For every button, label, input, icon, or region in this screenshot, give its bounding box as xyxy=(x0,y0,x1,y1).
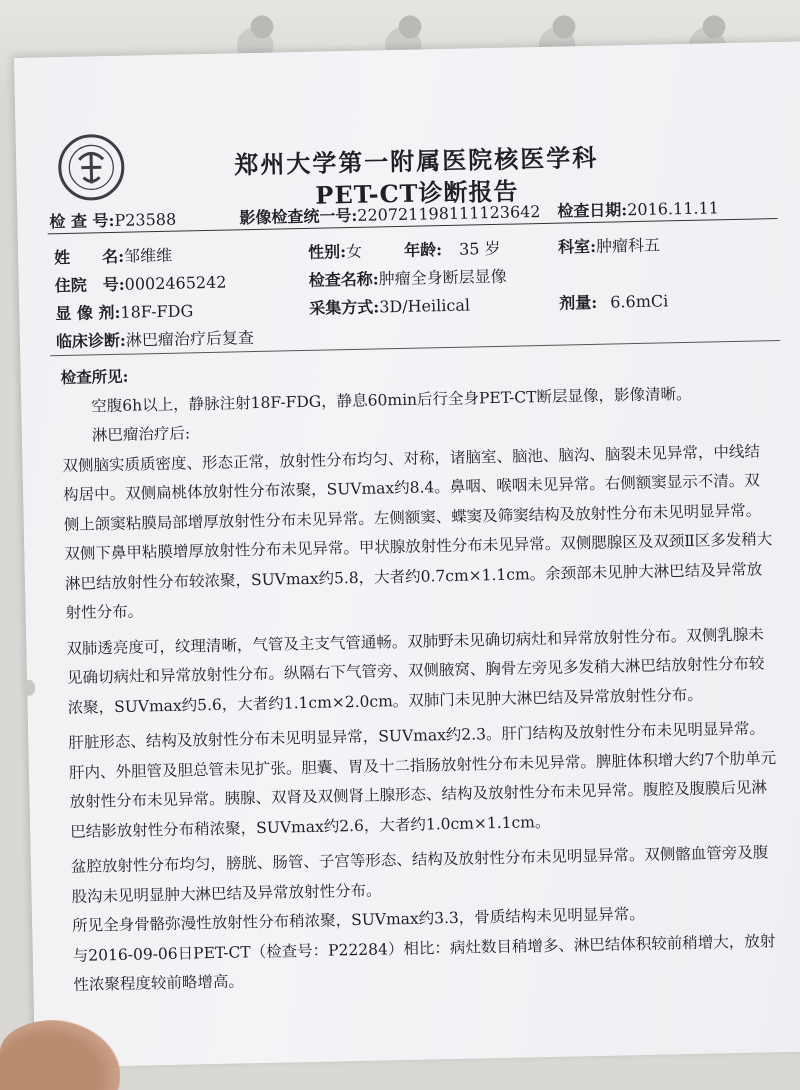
report-title: PET-CT诊断报告 xyxy=(315,176,519,210)
patient-dept-label: 科室: xyxy=(557,236,597,257)
exam-date xyxy=(557,195,719,221)
clinical-diagnosis-label: 临床诊断: xyxy=(55,330,127,352)
patient-name-label: 姓 名: xyxy=(53,246,125,268)
findings-chest: 双肺透亮度可，纹理清晰，气管及主支气管通畅。双肺野未见确切病灶和异常放射性分布。双侧乳腺未见确切病灶和异常放射性分布。纵隔右下气管旁、双侧腋窝、胸骨左旁见多发稍大淋巴结放射性分布较浓聚，SUVmax约5.6，大者约1.1cm×2.0cm。双肺门未见肿大淋巴结及异常放射性分布。 xyxy=(66,624,765,717)
patient-dept xyxy=(558,233,660,258)
inpatient-number-label: 住院 号: xyxy=(54,274,125,296)
report-page xyxy=(14,41,800,1068)
patient-name xyxy=(54,243,172,268)
clinical-diagnosis xyxy=(56,325,254,352)
findings-subheading: 淋巴瘤治疗后: xyxy=(91,424,191,445)
tracer-value: 18F-FDG xyxy=(120,301,194,322)
acquisition-method-value: 3D/Heilical xyxy=(379,295,471,317)
dose xyxy=(559,288,668,313)
inpatient-number-value: 0002465242 xyxy=(124,272,227,294)
imaging-id-value: 220721198111123642 xyxy=(357,202,541,225)
exam-number-value: P23588 xyxy=(114,209,177,230)
patient-age-value: 35 岁 xyxy=(458,238,501,259)
patient-age-label: 年龄: xyxy=(403,240,443,260)
findings-abdomen: 肝脏形态、结构及放射性分布未见明显异常，SUVmax约2.3。肝门结构及放射性分布未见明显异常。肝内、外胆管及胆总管未见扩张。胆囊、胃及十二指肠放射性分布未见异常。脾脏体积增大约7个肋单元放射性分布未见异常。胰腺、双肾及双侧肾上腺形态、结构及放射性分布未见异常。腹腔及腹膜后见淋巴结影放射性分布稍浓聚，SUVmax约2.6，大者约1.0cm×1.1cm。 xyxy=(68,719,777,841)
findings-head-neck: 双侧脑实质质密度、形态正常，放射性分布均匀、对称，诸脑室、脑池、脑沟、脑裂未见异常，中线结构居中。双侧扁桃体放射性分布浓聚，SUVmax约8.4。鼻咽、喉咽未见异常。右侧额窦显示不清。双侧上颌窦粘膜局部增厚放射性分布未见异常。左侧额窦、蝶窦及筛窦结构及放射性分布未见明显异常。双侧下鼻甲粘膜增厚放射性分布未见异常。甲状腺放射性分布未见异常。双侧腮腺区及双颈Ⅱ区多发稍大淋巴结放射性分布较浓聚，SUVmax约5.8，大者约0.7cm×1.1cm。余颈部未见肿大淋巴结及异常放射性分布。 xyxy=(62,441,773,623)
findings-pelvis: 盆腔放射性分布均匀，膀胱、肠管、子宫等形态、结构及放射性分布未见明显异常。双侧髂血管旁及腹股沟未见明显肿大淋巴结及异常放射性分布。 xyxy=(70,843,769,906)
tracer-label: 显 像 剂: xyxy=(55,302,121,324)
hospital-name: 郑州大学第一附属医院核医学科 xyxy=(233,142,599,180)
acquisition-method-label: 采集方式: xyxy=(309,297,380,318)
patient-sex-label: 性别: xyxy=(307,242,347,262)
tracer xyxy=(55,298,193,324)
findings-intro: 空腹6h以上，静脉注射18F-FDG，静息60min后行全身PET-CT断层显像，影像清晰。 xyxy=(91,384,692,415)
dose-label: 剂量: xyxy=(559,292,598,313)
imaging-id-label: 影像检查统一号: xyxy=(239,205,358,228)
exam-name-label: 检查名称: xyxy=(308,269,379,290)
patient-dept-value: 肿瘤科五 xyxy=(595,235,661,256)
patient-sex-value: 女 xyxy=(345,241,363,262)
exam-date-label: 检查日期: xyxy=(557,200,628,221)
findings-heading: 检查所见: xyxy=(60,366,129,388)
patient-sex xyxy=(308,239,362,263)
inpatient-number xyxy=(55,270,227,297)
findings-section xyxy=(60,348,785,1000)
patient-name-value: 邹维维 xyxy=(123,245,173,266)
exam-number-label: 检 查 号: xyxy=(49,210,115,232)
findings-comparison: 与2016-09-06日PET-CT（检查号：P22284）相比：病灶数目稍增多、淋巴结体积较前稍增大，放射性浓聚程度较前略增高。 xyxy=(72,931,776,994)
clinical-diagnosis-value: 淋巴瘤治疗后复查 xyxy=(125,328,255,350)
dose-value: 6.6mCi xyxy=(610,291,669,312)
findings-bone: 所见全身骨骼弥漫性放射性分布稍浓聚，SUVmax约3.3，骨质结构未见明显异常。 xyxy=(72,904,645,935)
exam-name-value: 肿瘤全身断层显像 xyxy=(378,266,507,289)
punch-hole xyxy=(23,680,35,696)
exam-name xyxy=(308,264,506,291)
patient-age xyxy=(404,236,501,261)
exam-date-value: 2016.11.11 xyxy=(627,198,720,220)
exam-number xyxy=(49,207,176,233)
acquisition-method xyxy=(309,293,470,319)
